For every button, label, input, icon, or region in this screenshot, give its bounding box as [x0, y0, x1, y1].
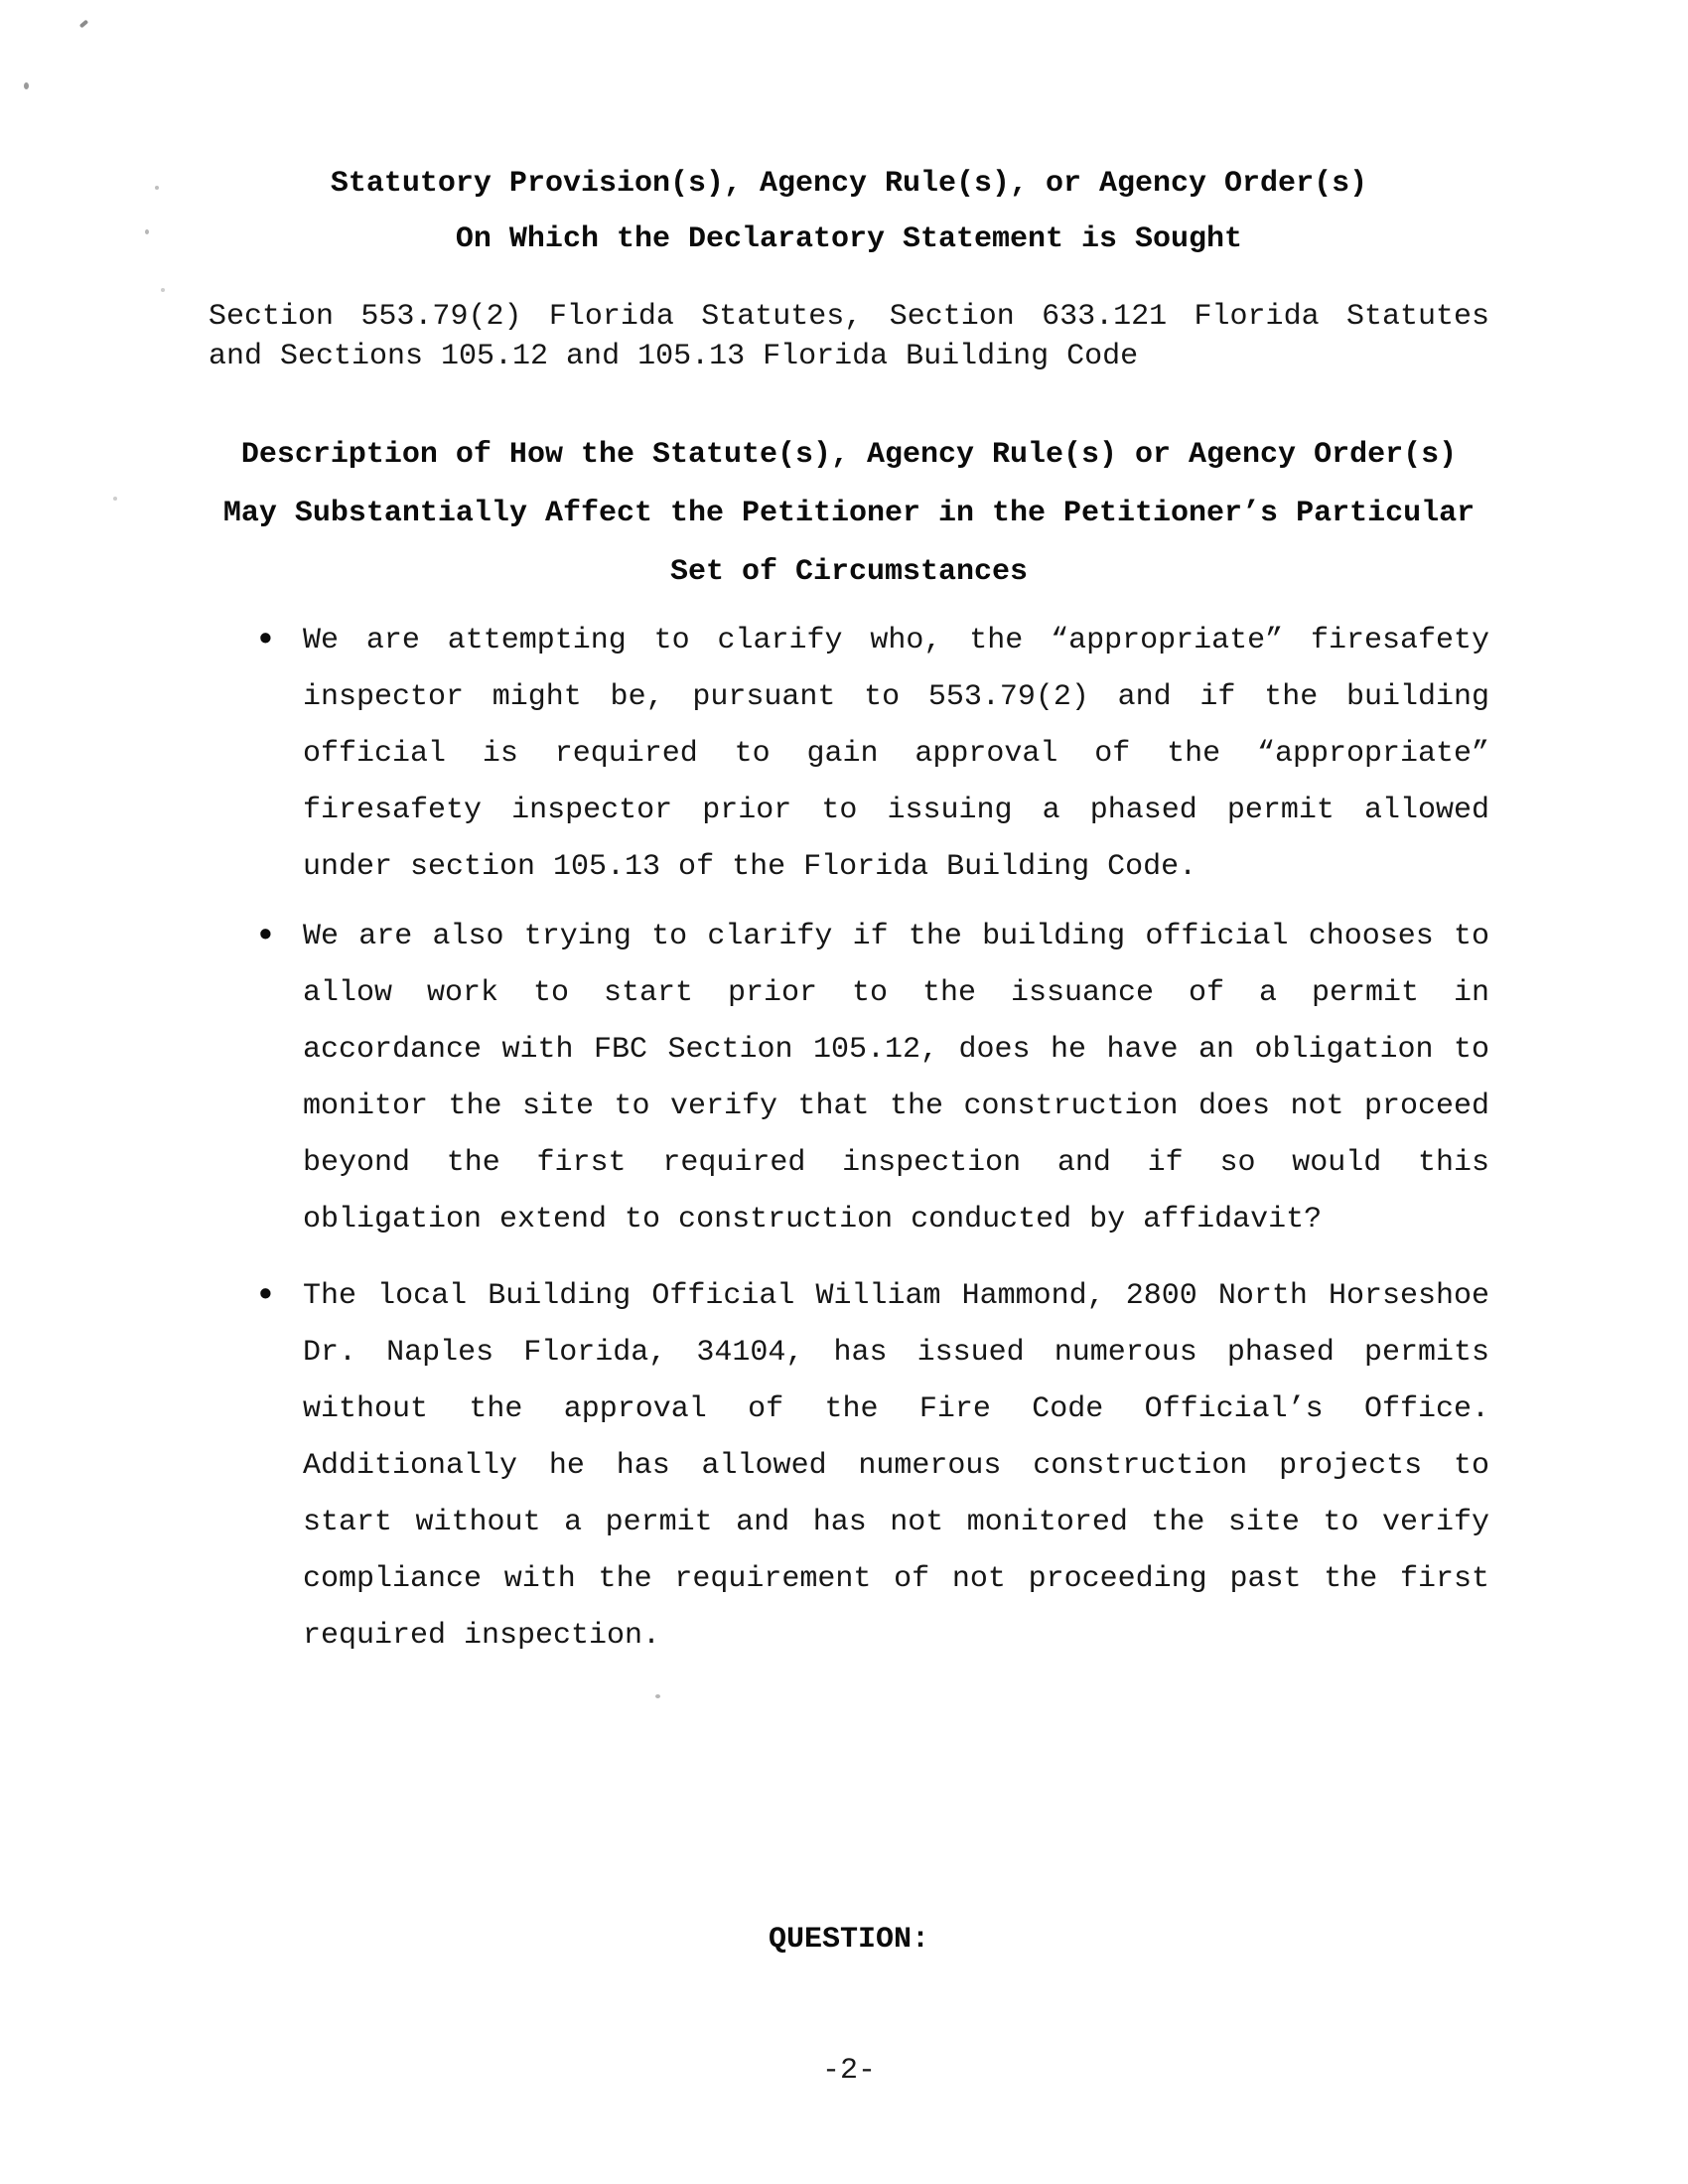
bullet-line: official is required to gain approval of the “appropriate”: [303, 737, 1489, 771]
page-content: [209, 0, 1489, 2099]
heading-line: Statutory Provision(s), Agency Rule(s), or Agency Order(s): [330, 167, 1368, 201]
bullet-list: [209, 613, 1489, 1665]
bullet-line: required inspection.: [303, 1619, 661, 1653]
bullet-line: without the approval of the Fire Code Official’s Office.: [303, 1392, 1489, 1426]
bullet-line: inspector might be, pursuant to 553.79(2) and if the building: [303, 680, 1489, 714]
statutory-provisions-heading: [209, 156, 1489, 267]
bullet-icon: •: [254, 620, 277, 662]
bullet-line: start without a permit and has not monitored the site to verify: [303, 1506, 1489, 1539]
scan-artifact: [113, 497, 117, 501]
list-item: [209, 909, 1489, 1248]
statutes-paragraph: [209, 297, 1489, 376]
heading-line: May Substantially Affect the Petitioner in the Petitioner’s Particular: [222, 497, 1476, 530]
scan-artifact: [161, 288, 165, 292]
bullet-line: beyond the first required inspection and if so would this: [303, 1146, 1489, 1180]
bullet-line: We are also trying to clarify if the building official chooses to: [303, 920, 1489, 953]
bullet-line: monitor the site to verify that the construction does not proceed: [303, 1090, 1489, 1123]
heading-line: On Which the Declaratory Statement is Sought: [455, 222, 1243, 256]
bullet-line: firesafety inspector prior to issuing a phased permit allowed: [303, 794, 1489, 827]
scan-artifact: [145, 229, 149, 234]
bullet-line: accordance with FBC Section 105.12, does he have an obligation to: [303, 1033, 1489, 1067]
list-item: [209, 1268, 1489, 1665]
page-number: -2-: [821, 2054, 876, 2088]
question-heading: QUESTION:: [768, 1923, 930, 1957]
bullet-line: compliance with the requirement of not proceeding past the first: [303, 1562, 1489, 1596]
scan-artifact: [155, 186, 159, 190]
bullet-line: Additionally he has allowed numerous construction projects to: [303, 1449, 1489, 1483]
scan-artifact: [79, 20, 88, 29]
paragraph-line: Section 553.79(2) Florida Statutes, Section 633.121 Florida Statutes: [209, 300, 1489, 334]
scan-artifact: [655, 1694, 660, 1698]
scan-artifact: [24, 82, 29, 89]
bullet-icon: •: [254, 916, 277, 958]
bullet-line: The local Building Official William Hammond, 2800 North Horseshoe: [303, 1279, 1489, 1313]
bullet-line: obligation extend to construction conducted by affidavit?: [303, 1203, 1323, 1237]
list-item: [209, 613, 1489, 896]
bullet-line: We are attempting to clarify who, the “appropriate” firesafety: [303, 624, 1489, 657]
bullet-line: under section 105.13 of the Florida Building Code.: [303, 850, 1197, 884]
heading-line: Set of Circumstances: [669, 555, 1029, 589]
description-heading: [209, 426, 1489, 602]
bullet-icon: •: [254, 1275, 277, 1318]
heading-line: Description of How the Statute(s), Agency Rule(s) or Agency Order(s): [240, 438, 1458, 472]
bullet-line: Dr. Naples Florida, 34104, has issued numerous phased permits: [303, 1336, 1489, 1370]
paragraph-line: and Sections 105.12 and 105.13 Florida Building Code: [209, 340, 1139, 373]
bullet-line: allow work to start prior to the issuance of a permit in: [303, 976, 1489, 1010]
